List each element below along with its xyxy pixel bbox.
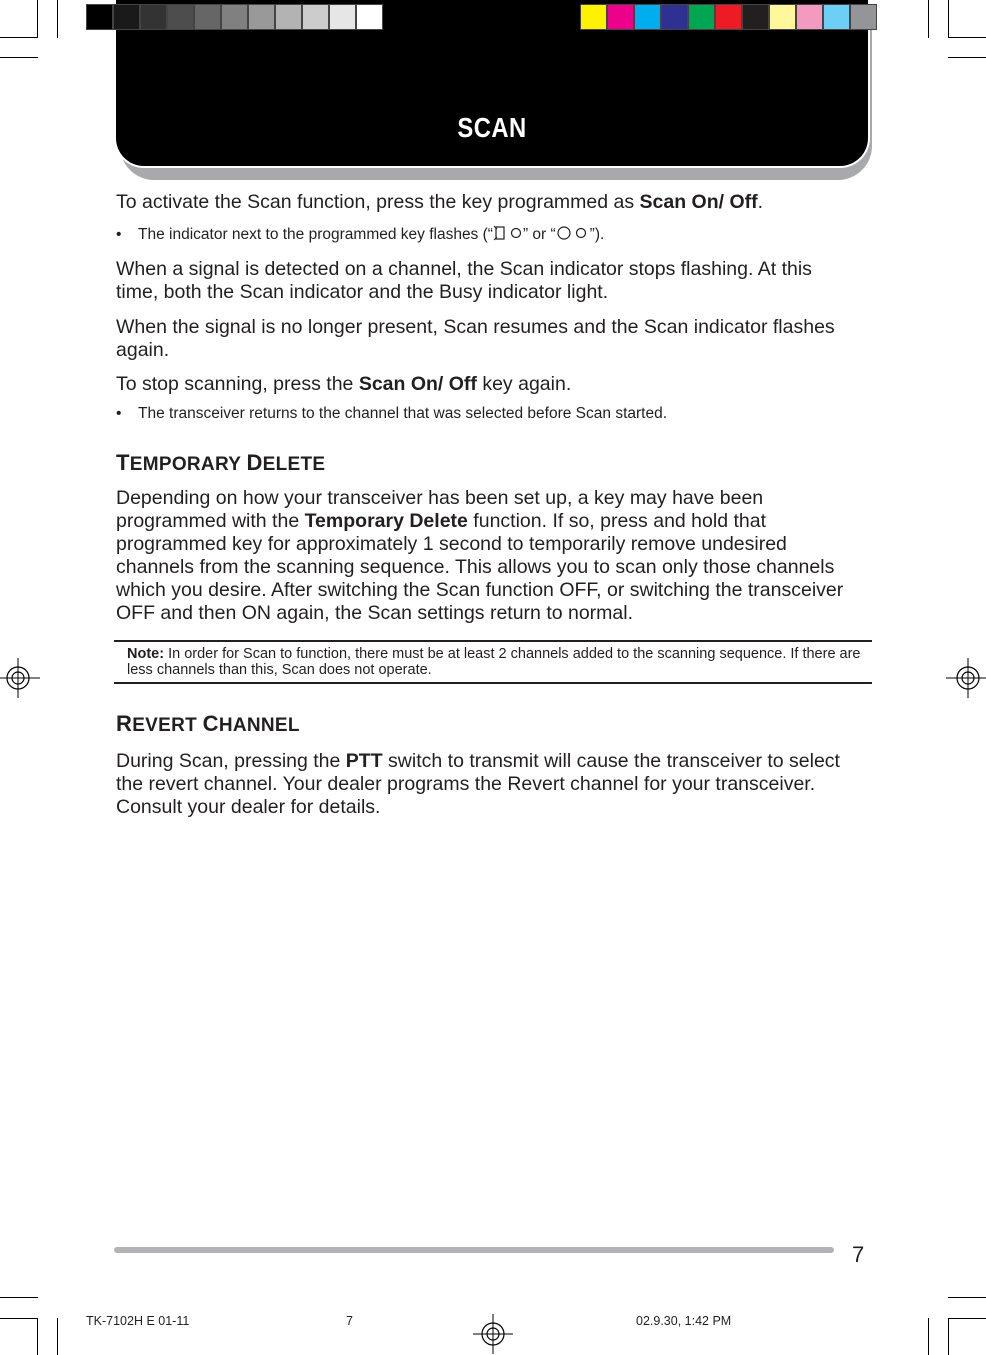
paragraph-activate-scan (116, 191, 876, 214)
footer-rule (114, 1247, 834, 1253)
color-swatch (634, 4, 661, 30)
color-swatch (607, 4, 634, 30)
color-swatch (140, 4, 167, 30)
color-swatch (580, 4, 607, 30)
crop-mark (37, 1318, 38, 1355)
slug-page: 7 (346, 1314, 353, 1328)
note-box (114, 640, 872, 684)
note-label: Note: (127, 646, 165, 662)
registration-mark-icon (946, 658, 986, 698)
crop-mark (0, 1297, 38, 1298)
bullet-dot: • (116, 226, 122, 243)
bullet-dot: • (116, 405, 122, 422)
registration-mark-icon (473, 1314, 513, 1354)
color-swatch (356, 4, 383, 30)
slug-timestamp: 02.9.30, 1:42 PM (636, 1314, 732, 1328)
crop-mark (928, 1318, 929, 1355)
crop-mark (0, 37, 38, 38)
color-swatch (769, 4, 796, 30)
gray-scale-bar (86, 4, 383, 30)
bullet-returns-channel (116, 404, 876, 424)
text: Depending on how your transceiver has been set up, a key may have been programmed with the (116, 487, 764, 532)
separator: / (718, 191, 730, 213)
indicator-off-icon (556, 225, 590, 241)
note-text (114, 642, 872, 678)
crop-mark (57, 0, 58, 38)
color-swatch (796, 4, 823, 30)
page-title: SCAN (457, 112, 527, 143)
color-swatch (248, 4, 275, 30)
paragraph-signal-detected: When a signal is detected on a channel, the Scan indicator stops flashing. At this time, both the Scan indicator and the Busy indicator light. (116, 258, 812, 303)
page-number: 7 (852, 1242, 865, 1267)
heading-initial: C (202, 711, 219, 736)
text: switch to transmit will cause the transceiver to select the revert channel. Your dealer programs the Revert channel for your transceiver. Consult your dealer for details. (116, 750, 840, 818)
bullet-indicator-flashes (116, 225, 876, 245)
text: The transceiver returns to the channel that was selected before Scan started. (138, 405, 668, 422)
crop-mark (948, 1297, 986, 1298)
text: To stop scanning, press the (116, 373, 359, 395)
paragraph-signal-gone: When the signal is no longer present, Scan resumes and the Scan indicator flashes again. (116, 316, 835, 361)
heading-initial: D (246, 450, 263, 475)
text: The indicator next to the programmed key flashes (“ (138, 226, 493, 243)
heading-text: EMPORARY (129, 454, 247, 475)
crop-mark (948, 0, 949, 38)
color-swatch (661, 4, 688, 30)
text: . (757, 191, 764, 213)
text: ”). (589, 226, 605, 243)
heading-revert-channel (116, 711, 300, 737)
paragraph-temporary-delete (116, 487, 861, 625)
heading-initial: T (116, 450, 130, 475)
function-name: Temporary Delete (304, 510, 468, 532)
color-swatch (275, 4, 302, 30)
color-swatch (715, 4, 742, 30)
color-swatch (113, 4, 140, 30)
color-swatch (302, 4, 329, 30)
crop-mark (948, 37, 986, 38)
text: key again. (476, 373, 572, 395)
crop-mark (57, 1318, 58, 1355)
key-name: Off (448, 373, 477, 395)
key-name: Scan On (639, 191, 719, 213)
color-swatch (329, 4, 356, 30)
paragraph-stop-scanning (116, 373, 876, 396)
heading-text: ELETE (262, 454, 326, 475)
crop-mark (948, 1318, 949, 1355)
color-swatch (194, 4, 221, 30)
text: In order for Scan to function, there must be at least 2 channels added to the scanning sequence. If there are less channels than this, Scan does not operate. (127, 646, 861, 678)
key-name: Off (729, 191, 758, 213)
crop-mark (928, 0, 929, 38)
heading-initial: R (116, 711, 133, 736)
switch-name: PTT (345, 750, 383, 772)
color-swatch (742, 4, 769, 30)
color-swatch (221, 4, 248, 30)
heading-temporary-delete (116, 450, 325, 476)
color-swatch (688, 4, 715, 30)
text: To activate the Scan function, press the key programmed as (116, 191, 640, 213)
crop-mark (948, 1318, 986, 1319)
crop-mark (0, 57, 38, 58)
slug-file-name: TK-7102H E 01-11 (86, 1314, 190, 1328)
heading-text: HANNEL (218, 715, 300, 736)
paragraph-revert-channel (116, 750, 851, 819)
text: ” or “ (522, 226, 556, 243)
color-swatch (167, 4, 194, 30)
registration-mark-icon (0, 658, 40, 698)
color-swatch (823, 4, 850, 30)
crop-mark (37, 0, 38, 38)
separator: / (437, 373, 449, 395)
color-swatch (86, 4, 113, 30)
crop-mark (948, 57, 986, 58)
key-name: Scan On (358, 373, 438, 395)
crop-mark (0, 1318, 38, 1319)
heading-text: EVERT (132, 715, 203, 736)
text: During Scan, pressing the (116, 750, 346, 772)
text: function. If so, press and hold that programmed key for approximately 1 second to temporarily remove undesired channels from the scanning sequence. This allows you to scan only those channels which you desire. After switching the Scan function OFF, or switching the transceiver OFF and then ON again, the Scan settings return to normal. (116, 510, 844, 624)
color-bar (580, 4, 877, 30)
color-swatch (850, 4, 877, 30)
indicator-flashing-icon (493, 225, 523, 241)
